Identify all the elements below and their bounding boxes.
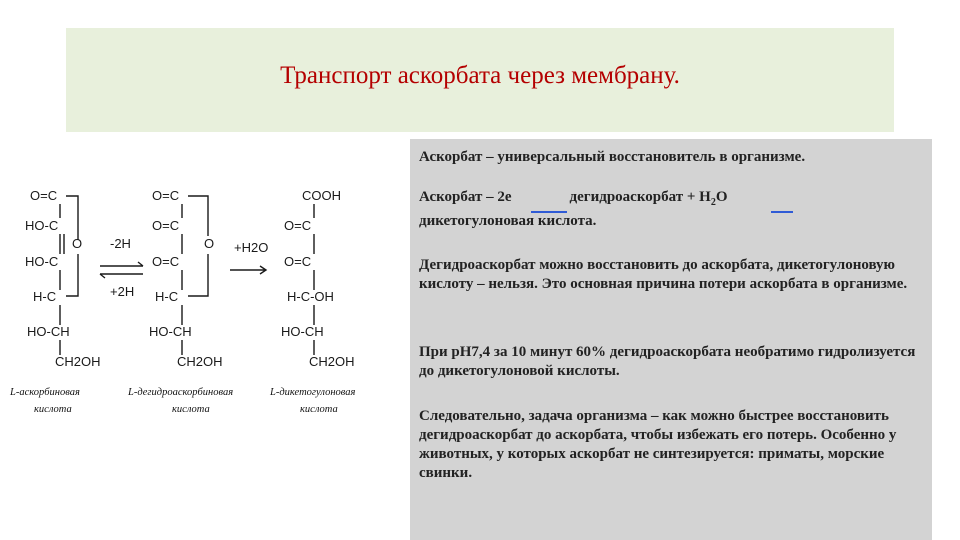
paragraph-5: Следовательно, задача организма – как можно быстрее восстановить дегидроаскорбат до аскорбата, чтобы избежать его потерь. Особенно у животных, у которых аскорбат не синтезируется: приматы, морские свинки. [419, 408, 897, 481]
m3-row6: CH2OH [309, 354, 355, 369]
paragraph-3: Дегидроаскорбат можно восстановить до аскорбата, дикетогулоновую кислоту – нельзя. Это основная причина потери аскорбата в организме. [419, 257, 908, 292]
arrow2-top-label: +H2O [234, 240, 269, 255]
blue-underline-1 [531, 211, 567, 213]
caption-2-line2: кислота [172, 404, 210, 415]
arrow1-top-label: -2H [110, 236, 131, 251]
m1-row3: HO-C [25, 254, 59, 269]
caption-1-line2: кислота [34, 404, 72, 415]
title-band [66, 28, 894, 132]
slide-title: Транспорт аскорбата через мембрану. [280, 62, 680, 89]
paragraph-4: При рН7,4 за 10 минут 60% дегидроаскорбата необратимо гидролизуется до дикетогулоновой кислоты. [419, 344, 916, 379]
reaction-subscript: 2 [710, 197, 716, 208]
caption-3-line1: L-дикетогулоновая [270, 387, 356, 398]
m3-row4: H-C-OH [287, 289, 334, 304]
m1-row6: CH2OH [55, 354, 101, 369]
m2-ring-o: O [204, 236, 215, 251]
arrow1-bottom-label: +2H [110, 284, 135, 299]
paragraph-1: Аскорбат – универсальный восстановитель в организме. [419, 149, 806, 165]
m2-row6: CH2OH [177, 354, 223, 369]
reaction-right: дегидроаскорбат + Н [569, 189, 711, 205]
m2-row4: H-C [155, 289, 179, 304]
m3-row5: HO-CH [281, 324, 324, 339]
reaction-line2: дикетогулоновая кислота. [419, 213, 597, 229]
reversible-arrow [100, 236, 143, 299]
m2-row2: O=C [152, 218, 180, 233]
reaction-diagram [0, 180, 400, 420]
m3-row1: COOH [302, 188, 341, 203]
reaction-tail: О [715, 189, 728, 205]
hydrolysis-arrow [230, 240, 268, 274]
molecule-ascorbic-acid [25, 188, 101, 369]
molecule-dehydroascorbic-acid [149, 188, 223, 369]
m2-row1: O=C [152, 188, 180, 203]
text-panel [410, 139, 932, 540]
blue-underline-2 [771, 211, 793, 213]
m2-row5: HO-CH [149, 324, 192, 339]
reaction-left: Аскорбат – 2е [419, 189, 512, 205]
m1-row1: O=C [30, 188, 58, 203]
molecule-diketogulonic-acid [281, 188, 355, 369]
m1-row2: HO-C [25, 218, 59, 233]
reaction-diagram-svg [0, 180, 400, 420]
m3-row2: O=C [284, 218, 312, 233]
m1-row5: HO-CH [27, 324, 70, 339]
arrow1-back-icon [100, 274, 143, 278]
caption-1-line1: L-аскорбиновая [10, 387, 80, 398]
paragraph-2 [419, 188, 924, 231]
m1-ring-o: O [72, 236, 83, 251]
m2-row3: O=C [152, 254, 180, 269]
caption-3-line2: кислота [300, 404, 338, 415]
caption-2-line1: L-дегидроаскорбиновая [128, 387, 234, 398]
m3-row3: O=C [284, 254, 312, 269]
arrow1-forward-icon [100, 262, 143, 266]
arrow2-icon [230, 266, 266, 274]
m1-row4: H-C [33, 289, 57, 304]
